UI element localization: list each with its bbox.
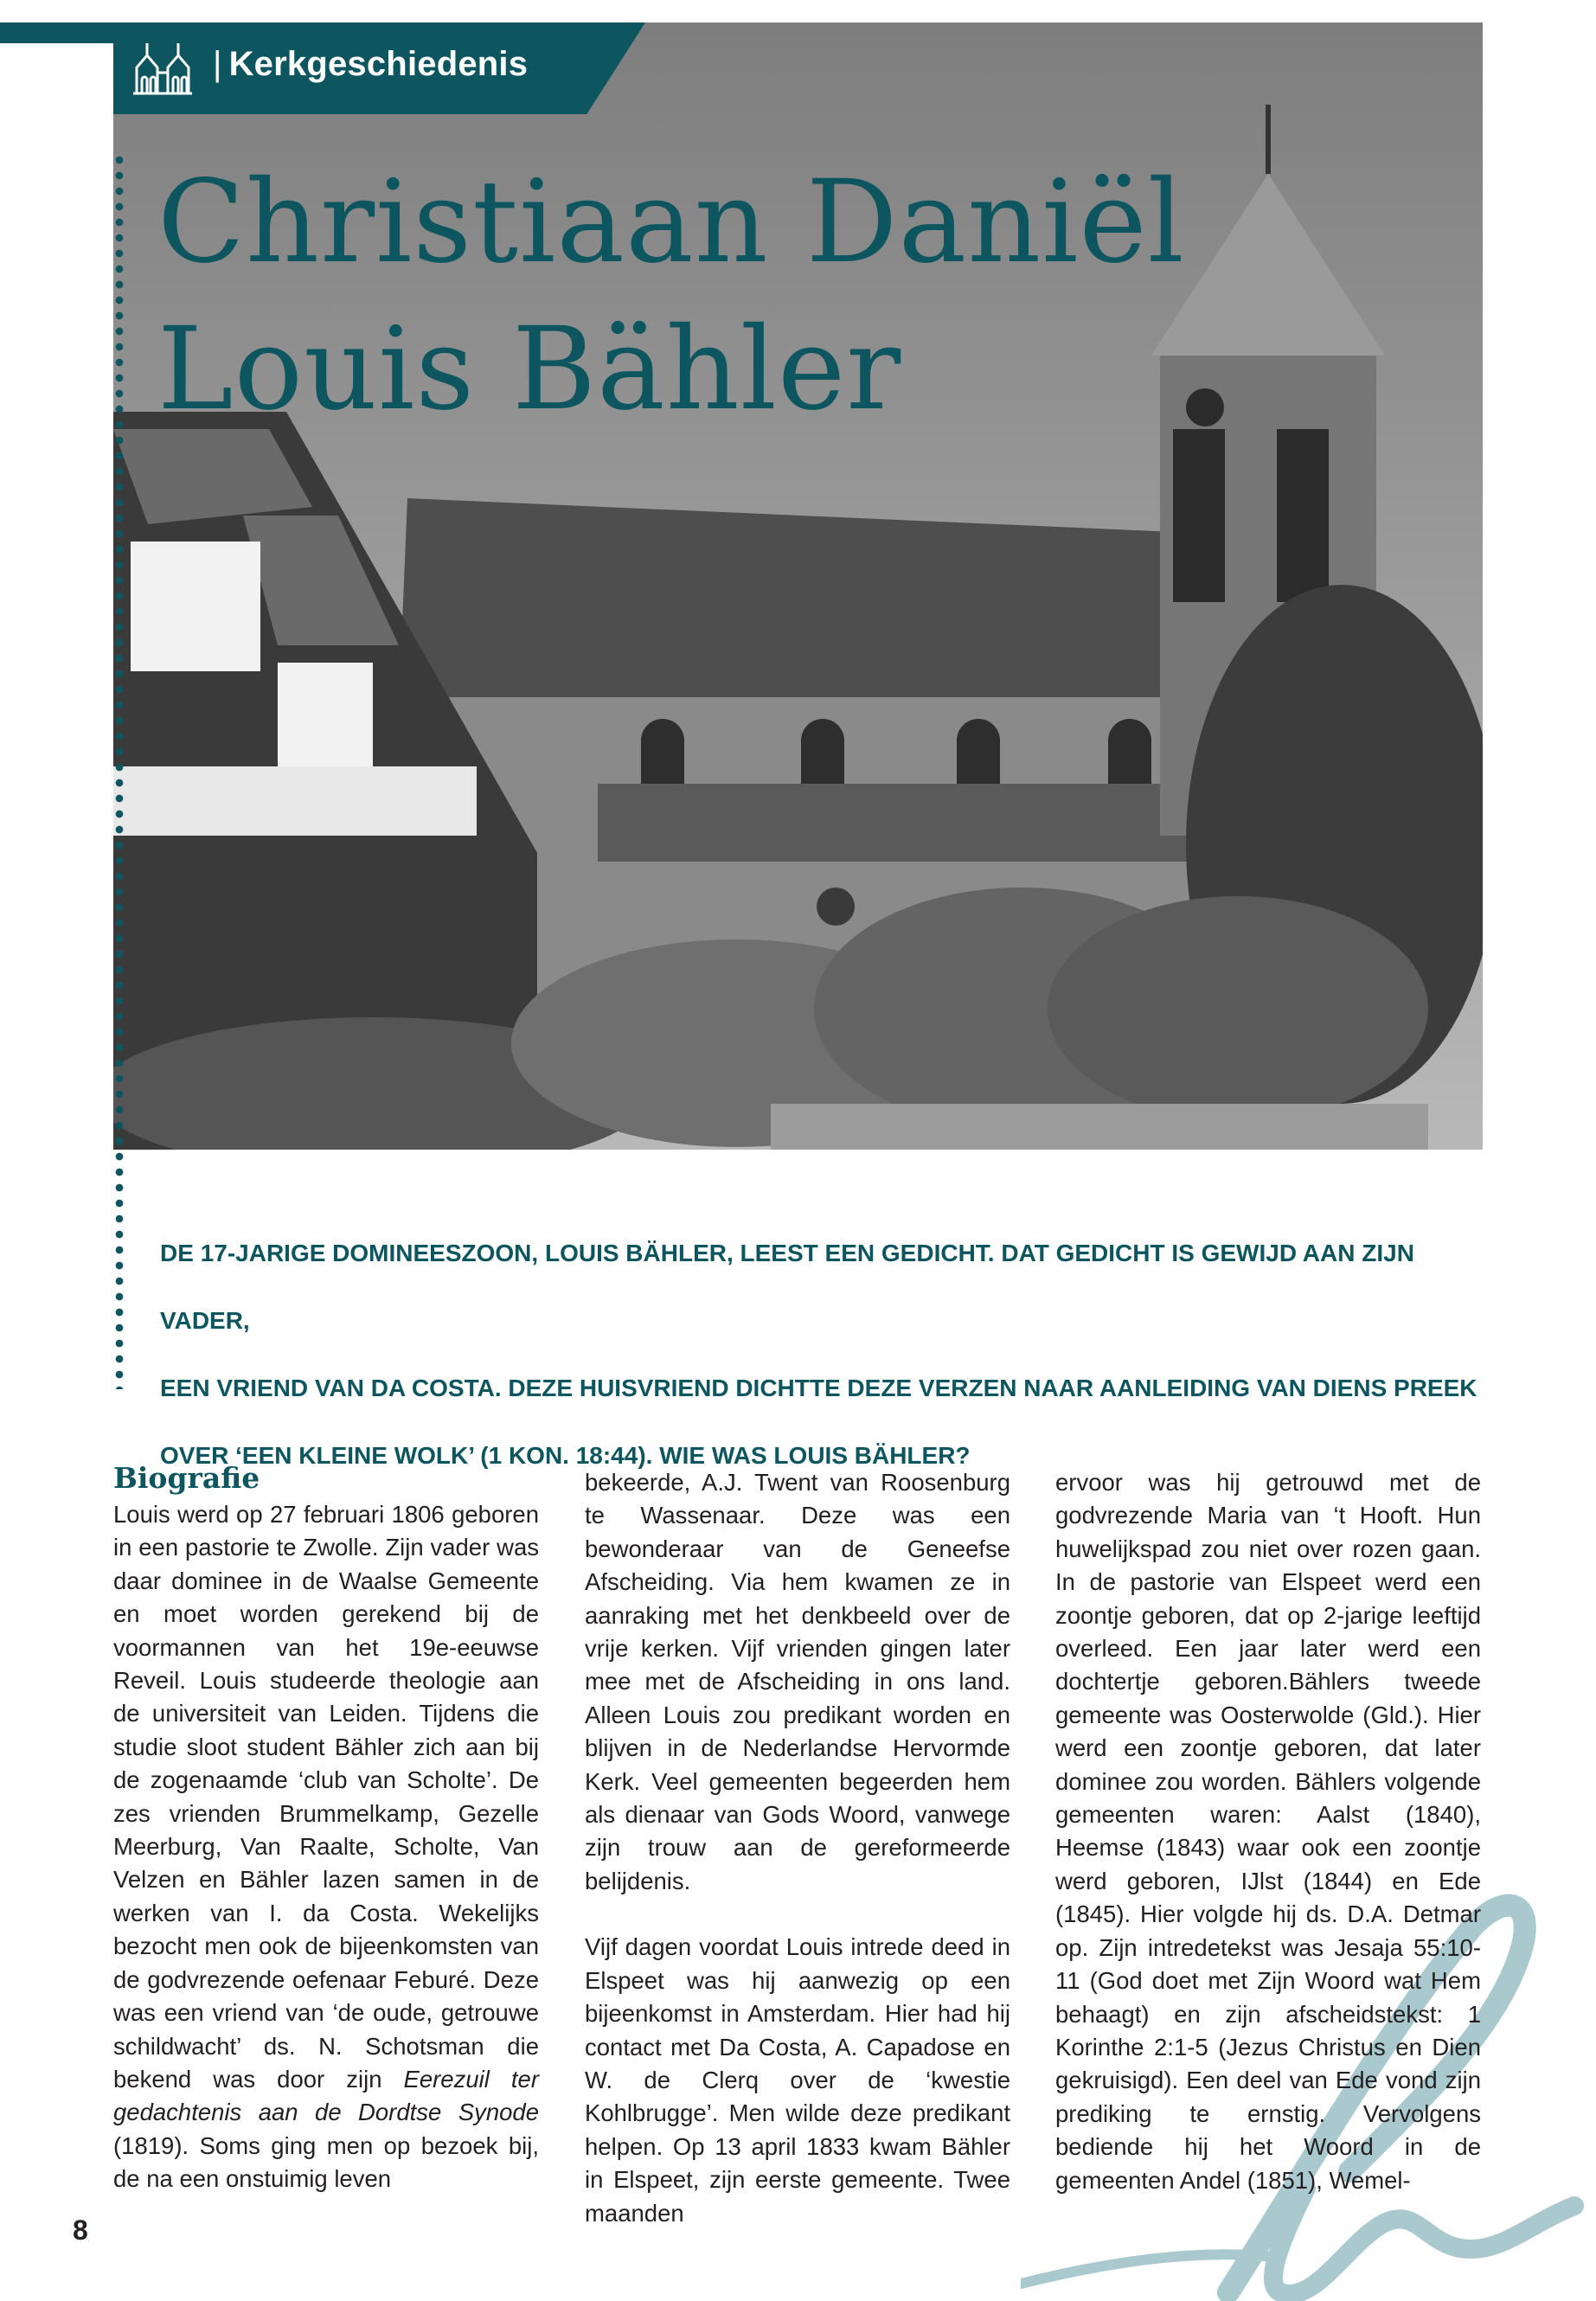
lead-line-2: EEN VRIEND VAN DA COSTA. DEZE HUISVRIEND DICHTTE DEZE VERZEN NAAR AANLEIDING VAN DIENS PREEK: [160, 1375, 1477, 1401]
article-column-1: [113, 1460, 539, 2196]
subheading: Biografie: [113, 1461, 260, 1495]
body-paragraph: Vijf dagen voordat Louis intrede deed in Elspeet was hij aanwezig op een bijeenkomst in Amsterdam. Hier had hij contact met Da Costa, A. Capadose en W. de Clerq over de ‘kwestie Kohlbrugge’. Men wilde deze predikant helpen. Op 13 april 1833 kwam Bähler in Elspeet, zijn eerste gemeente. Twee maanden: [585, 1933, 1010, 2227]
article-column-2: [585, 1466, 1010, 2230]
right-margin: [1483, 22, 1596, 1164]
lead-paragraph: [160, 1220, 1484, 1490]
section-label: [213, 45, 528, 84]
book-title: Eerezuil ter gedachtenis aan de Dordtse Synode: [113, 2065, 539, 2126]
body-paragraph: bekeerde, A.J. Twent van Roosenburg te Wassenaar. Deze was een bewonderaar van de Geneefse Afscheiding. Via hem kwamen ze in aanraking met het denkbeeld over de vrije kerken. Vijf vrienden gingen later mee met de Afscheiding in ons land. Alleen Louis zou predikant worden en blijven in de Nederlandse Hervormde Kerk. Veel gemeenten begeerden hem als dienaar van Gods Woord, vanwege zijn trouw aan de gereformeerde belijdenis.: [585, 1469, 1010, 1894]
title-line-2: Louis Bähler: [157, 303, 902, 436]
article-title: [157, 149, 1185, 443]
article-column-3: [1055, 1466, 1481, 2197]
header-separator: |: [213, 45, 222, 83]
lead-line-1: DE 17-JARIGE DOMINEESZOON, LOUIS BÄHLER, LEEST EEN GEDICHT. DAT GEDICHT IS GEWIJD AAN ZIJN VADER,: [160, 1240, 1414, 1334]
lead-line-3: OVER ‘EEN KLEINE WOLK’ (1 KON. 18:44). WIE WAS LOUIS BÄHLER?: [160, 1442, 971, 1469]
section-name: Kerkgeschiedenis: [228, 45, 529, 83]
body-text: Louis werd op 27 februari 1806 geboren in een pastorie te Zwolle. Zijn vader was daar dominee in de Waalse Gemeente en moet worden gerekend bij de voormannen van het 19e-eeuwse Reveil. Louis studeerde theologie aan de universiteit van Leiden. Tijdens die studie sloot student Bähler zich aan bij de zogenaamde ‘club van Scholte’. De zes vrienden Brummelkamp, Gezelle Meerburg, Van Raalte, Scholte, Van Velzen en Bähler lazen samen in de werken van I. da Costa. Wekelijks bezocht men ook de bijeenkomsten van de godvrezende oefenaar Feburé. Deze was een vriend van ‘de oude, getrouwe schildwacht’ ds. N. Schotsman die bekend was door zijn: [113, 1501, 539, 2093]
body-paragraph: ervoor was hij getrouwd met de godvrezende Maria van ‘t Hooft. Hun huwelijkspad zou niet over rozen gaan. In de pastorie van Elspeet werd een zoontje geboren, dat op 2-jarige leeftijd overleed. Een jaar later werd een dochtertje geboren.Bählers tweede gemeente was Oosterwolde (Gld.). Hier werd een zoontje geboren, dat later dominee zou worden. Bählers volgende gemeenten waren: Aalst (1840), Heemse (1843) waar ook een zoontje werd geboren, IJlst (1844) en Ede (1845). Hier volgde hij ds. D.A. Detmar op. Zijn intredetekst was Jesaja 55:10-11 (God doet met Zijn Woord wat Hem behaagt) en zijn afscheidstekst: 1 Korinthe 2:1-5 (Jezus Christus en Dien gekruisigd). Een deel van Ede vond zijn prediking te ernstig. Vervolgens bediende hij het Woord in de gemeenten Andel (1851), Wemel-: [1055, 1469, 1481, 2194]
body-text: (1819). Soms ging men op bezoek bij, de na een onstuimig leven: [113, 2131, 539, 2193]
church-icon: [130, 38, 195, 97]
body-paragraph: [113, 1498, 539, 2196]
dotted-rule: [115, 152, 124, 1389]
title-line-1: Christiaan Daniël: [157, 156, 1185, 289]
page-number: 8: [73, 2214, 88, 2246]
